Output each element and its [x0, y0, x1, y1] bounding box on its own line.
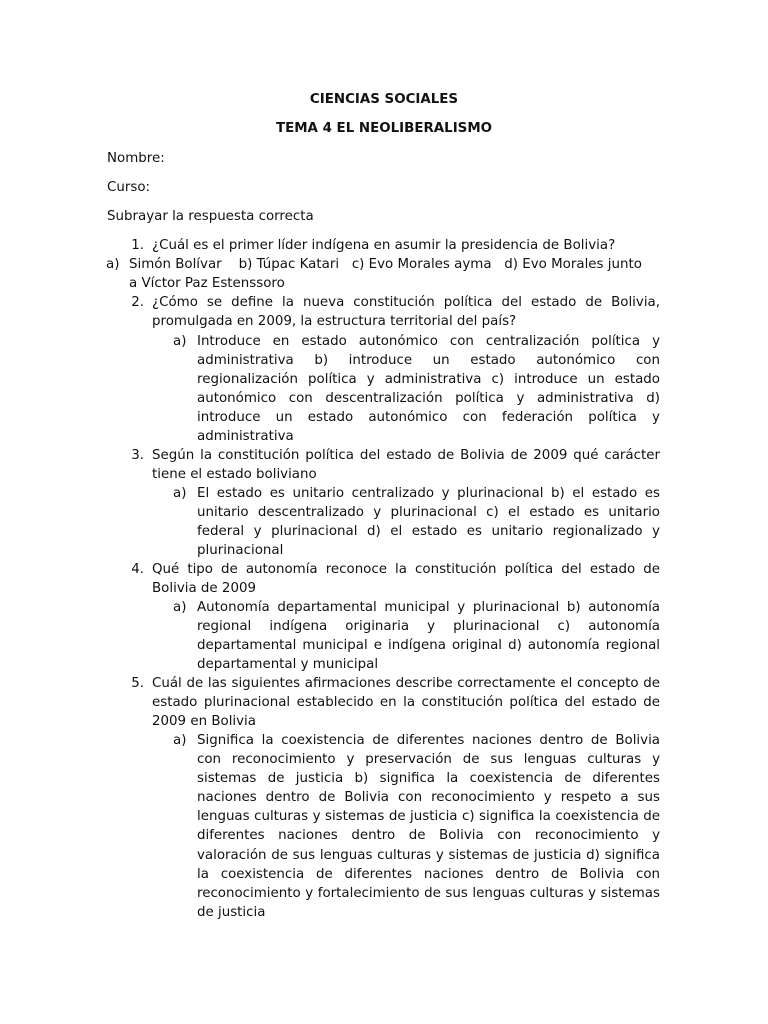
- question-2-number: 2.: [131, 295, 144, 310]
- question-1-text: ¿Cuál es el primer líder indígena en asumir la presidencia de Bolivia?: [152, 238, 616, 253]
- question-5-options: Significa la coexistencia de diferentes naciones dentro de Bolivia con reconocimiento y preservación de sus lenguas culturas y sistemas de justicia b) significa la coexistencia de diferentes naciones dentro de Bolivia con reconocimiento y respeto a sus lenguas culturas y sistemas de justicia c) significa la coexistencia de diferentes naciones dentro de Bolivia con reconocimiento y valoración de sus lenguas culturas y sistemas de justicia d) significa la coexistencia de diferentes naciones dentro de Bolivia con reconocimiento y fortalecimiento de sus lenguas culturas y sistemas de justicia: [197, 733, 660, 920]
- question-4-text: Qué tipo de autonomía reconoce la constitución política del estado de Bolivia de 2009: [152, 562, 660, 597]
- question-2-options-letter: a): [173, 334, 187, 349]
- question-5-options-letter: a): [173, 733, 187, 748]
- question-2-options: Introduce en estado autonómico con centralización política y administrativa b) introduce un estado autonómico con regionalización política y administrativa c) introduce un estado autonómico con descentralización política y administrativa d) introduce un estado autonómico con federación política y administrativa: [197, 334, 660, 445]
- topic-title: TEMA 4 EL NEOLIBERALISMO: [275, 121, 493, 136]
- question-2-text: ¿Cómo se define la nueva constitución política del estado de Bolivia, promulgada en 2009, la estructura territorial del país?: [152, 295, 660, 330]
- question-1-number: 1.: [131, 238, 144, 253]
- question-1-options-line-1: Simón Bolívar b) Túpac Katari c) Evo Morales ayma d) Evo Morales junto: [129, 257, 642, 272]
- instruction-text: Subrayar la respuesta correcta: [107, 209, 314, 224]
- question-1-options-line-2: a Víctor Paz Estenssoro: [129, 276, 285, 291]
- name-label: Nombre:: [107, 151, 165, 166]
- question-5-number: 5.: [131, 676, 144, 691]
- question-3-text: Según la constitución política del estado de Bolivia de 2009 qué carácter tiene el estado boliviano: [152, 448, 660, 483]
- question-3-options-letter: a): [173, 486, 187, 501]
- question-4-number: 4.: [131, 562, 144, 577]
- question-4-options-letter: a): [173, 600, 187, 615]
- question-4-options: Autonomía departamental municipal y plurinacional b) autonomía regional indígena originaria y plurinacional c) autonomía departamental municipal e indígena original d) autonomía regional departamental y municipal: [197, 600, 660, 673]
- course-label: Curso:: [107, 180, 151, 195]
- question-3-options: El estado es unitario centralizado y plurinacional b) el estado es unitario descentralizado y plurinacional c) el estado es unitario federal y plurinacional d) el estado es unitario regionalizado y plurinacional: [197, 486, 660, 559]
- subject-title: CIENCIAS SOCIALES: [309, 92, 459, 107]
- question-5-text: Cuál de las siguientes afirmaciones describe correctamente el concepto de estado plurinacional establecido en la constitución política del estado de 2009 en Bolivia: [152, 676, 660, 730]
- question-3-number: 3.: [131, 448, 144, 463]
- question-1-options-letter: a): [106, 257, 120, 272]
